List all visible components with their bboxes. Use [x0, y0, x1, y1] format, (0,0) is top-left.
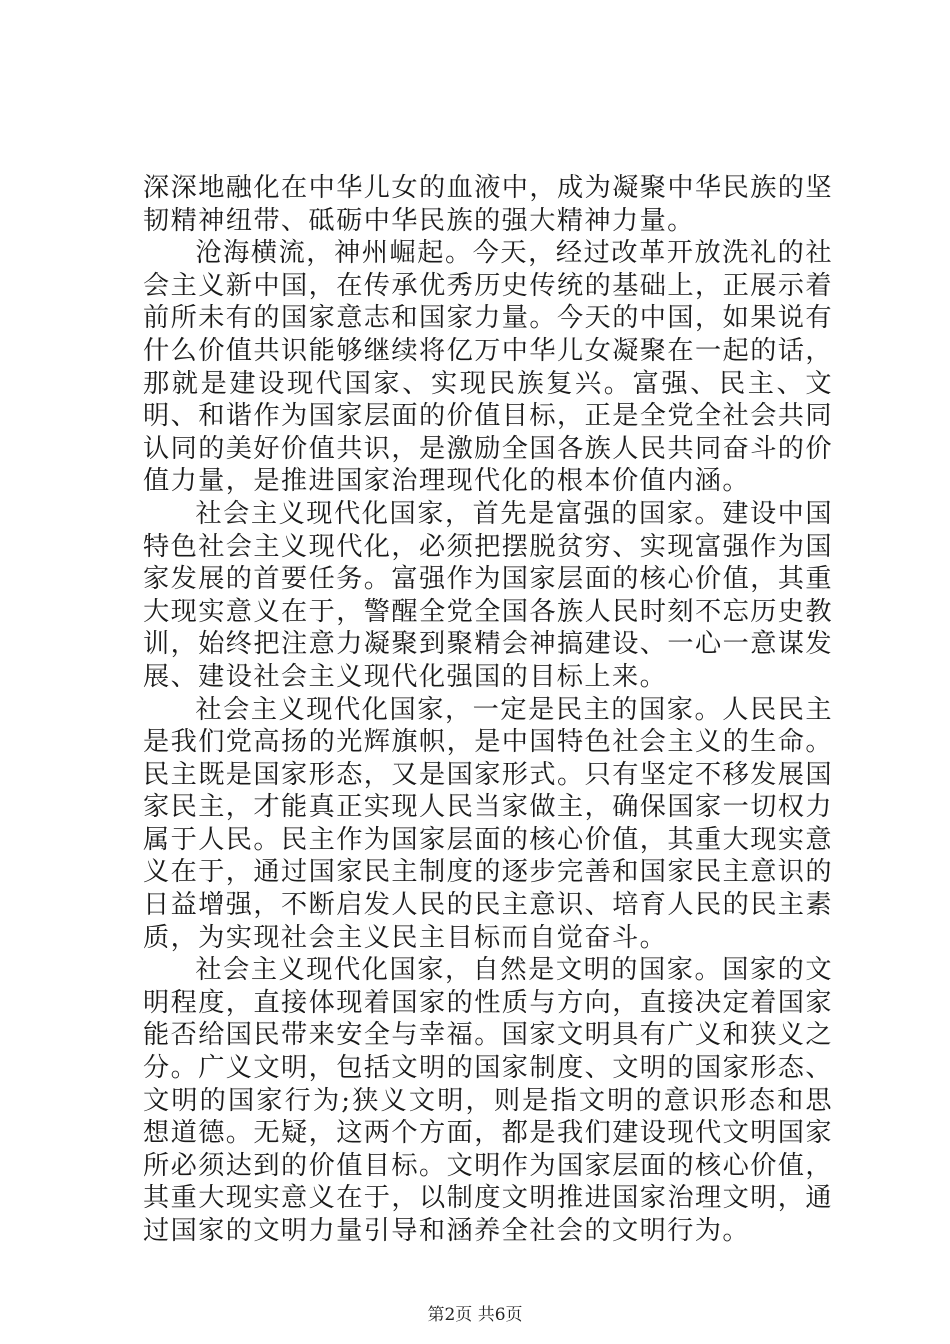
- paragraph: 沧海横流，神州崛起。今天，经过改革开放洗礼的社会主义新中国，在传承优秀历史传统的基础上，正展示着前所未有的国家意志和国家力量。今天的中国，如果说有什么价值共识能够继续将亿万中华儿女凝聚在一起的话，那就是建设现代国家、实现民族复兴。富强、民主、文明、和谐作为国家层面的价值目标，正是全党全社会共同认同的美好价值共识，是激励全国各族人民共同奋斗的价值力量，是推进国家治理现代化的根本价值内涵。: [143, 238, 833, 497]
- paragraph: 社会主义现代化国家，一定是民主的国家。人民民主是我们党高扬的光辉旗帜，是中国特色社会主义的生命。民主既是国家形态，又是国家形式。只有坚定不移发展国家民主，才能真正实现人民当家做主，确保国家一切权力属于人民。民主作为国家层面的核心价值，其重大现实意义在于，通过国家民主制度的逐步完善和国家民主意识的日益增强，不断启发人民的民主意识、培育人民的民主素质，为实现社会主义民主目标而自觉奋斗。: [143, 694, 833, 953]
- paragraph: 社会主义现代化国家，自然是文明的国家。国家的文明程度，直接体现着国家的性质与方向，直接决定着国家能否给国民带来安全与幸福。国家文明具有广义和狭义之分。广义文明，包括文明的国家制度、文明的国家形态、文明的国家行为;狭义文明，则是指文明的意识形态和思想道德。无疑，这两个方面，都是我们建设现代文明国家所必须达到的价值目标。文明作为国家层面的核心价值，其重大现实意义在于，以制度文明推进国家治理文明，通过国家的文明力量引导和涵养全社会的文明行为。: [143, 955, 833, 1246]
- paragraph: 社会主义现代化国家，首先是富强的国家。建设中国特色社会主义现代化，必须把摆脱贫穷、实现富强作为国家发展的首要任务。富强作为国家层面的核心价值，其重大现实意义在于，警醒全党全国各族人民时刻不忘历史教训，始终把注意力凝聚到聚精会神搞建设、一心一意谋发展、建设社会主义现代化强国的目标上来。: [143, 498, 833, 692]
- paragraph-continuation: 深深地融化在中华儿女的血液中，成为凝聚中华民族的坚韧精神纽带、砥砺中华民族的强大精神力量。: [143, 173, 833, 236]
- document-body: [143, 172, 833, 1248]
- page-footer: [0, 1300, 950, 1325]
- page-number-label: 第2页 共6页: [427, 1305, 523, 1325]
